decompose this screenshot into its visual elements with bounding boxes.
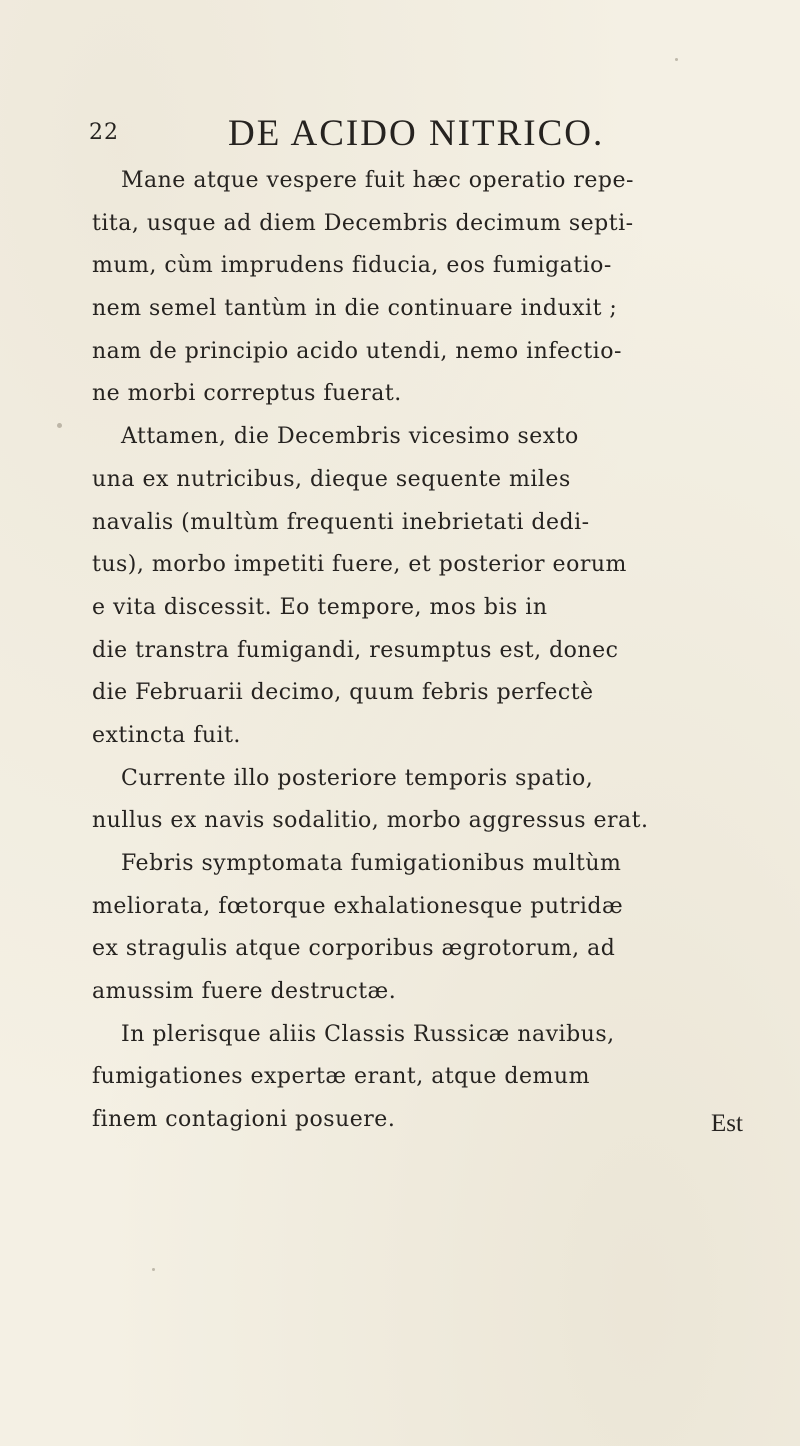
text-line: In plerisque aliis Classis Russicæ navibus, <box>121 1021 615 1047</box>
text-line: e vita discessit. Eo tempore, mos bis in <box>92 594 548 620</box>
text-line: mum, cùm imprudens fiducia, eos fumigatio- <box>92 253 612 279</box>
text-line: tita, usque ad diem Decembris decimum septi- <box>92 210 634 236</box>
paper-speck <box>152 1268 155 1271</box>
text-line: nam de principio acido utendi, nemo infectio- <box>92 338 622 364</box>
text-line: Mane atque vespere fuit hæc operatio repe- <box>121 168 634 193</box>
text-line: nem semel tantùm in die continuare induxit ; <box>92 296 618 322</box>
text-line: die Februarii decimo, quum febris perfectè <box>92 680 594 706</box>
text-line: amussim fuere destructæ. <box>92 979 397 1005</box>
running-head <box>0 112 800 156</box>
text-line: Attamen, die Decembris vicesimo sexto <box>121 424 579 450</box>
text-line: navalis (multùm frequenti inebrietati dedi- <box>92 509 590 535</box>
text-line: Currente illo posteriore temporis spatio, <box>121 765 594 791</box>
text-line: ne morbi correptus fuerat. <box>92 381 402 407</box>
text-line: una ex nutricibus, dieque sequente miles <box>92 466 571 492</box>
text-line: meliorata, fœtorque exhalationesque putridæ <box>92 893 624 919</box>
text-line: extincta fuit. <box>92 722 241 748</box>
catchword: Est <box>711 1110 743 1137</box>
text-line: ex stragulis atque corporibus ægrotorum, ad <box>92 936 616 962</box>
text-line: fumigationes expertæ erant, atque demum <box>92 1064 590 1090</box>
text-line: tus), morbo impetiti fuere, et posterior eorum <box>92 552 627 578</box>
page-number: 22 <box>89 120 119 145</box>
paper-speck <box>675 58 678 61</box>
paper-speck <box>57 423 62 428</box>
body-text <box>92 160 722 1142</box>
text-line: Febris symptomata fumigationibus multùm <box>121 851 622 876</box>
running-title: DE ACIDO NITRICO. <box>228 113 605 154</box>
text-line: nullus ex navis sodalitio, morbo aggressus erat. <box>92 808 649 834</box>
text-line: die transtra fumigandi, resumptus est, donec <box>92 637 619 663</box>
text-line: finem contagioni posuere. <box>92 1107 396 1133</box>
